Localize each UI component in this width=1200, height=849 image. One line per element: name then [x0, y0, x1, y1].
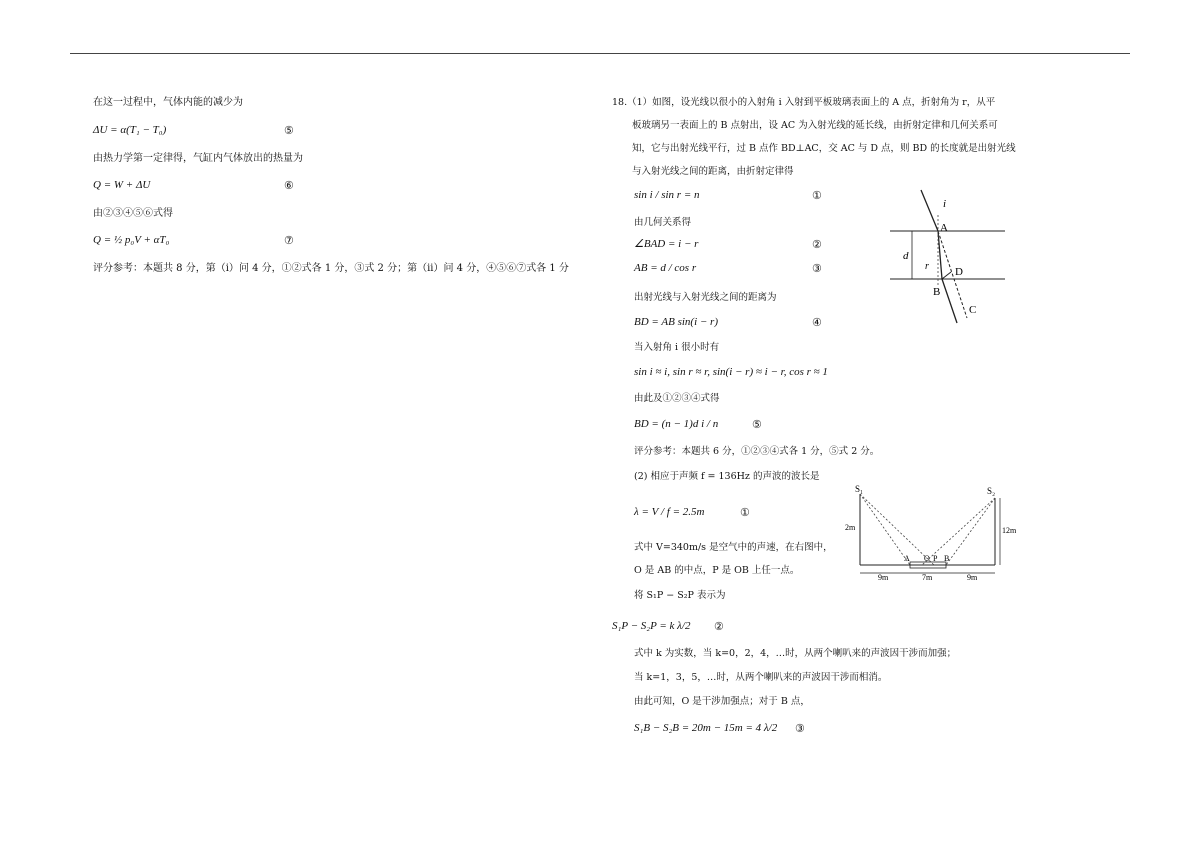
text-line: 18.（1）如图，设光线以很小的入射角 i 入射到平板玻璃表面上的 A 点，折射角为 r，从平	[612, 97, 996, 108]
label-9m-right: 9m	[967, 573, 978, 580]
equation-number: ③	[795, 722, 805, 735]
text-line: 由此及①②③④式得	[634, 393, 720, 404]
equation-number: ④	[812, 316, 822, 329]
formula-angle-bad: ∠BAD = i − r	[634, 238, 699, 250]
equation-number: ⑤	[752, 418, 762, 431]
scoring-note: 评分参考：本题共 6 分，①②③④式各 1 分，⑤式 2 分。	[634, 446, 880, 457]
formula-ab: AB = d / cos r	[634, 262, 697, 274]
label-a: A	[904, 554, 910, 563]
page-top-rule	[70, 53, 1130, 54]
text-line: 出射光线与入射光线之间的距离为	[634, 292, 777, 303]
text-line: 将 S₁P − S₂P 表示为	[634, 590, 726, 601]
label-d-point: D	[955, 266, 963, 278]
text-line: 由此可知，O 是干涉加强点；对于 B 点，	[634, 696, 810, 707]
equation-number: ⑦	[284, 234, 294, 247]
equation-number: ②	[714, 620, 724, 633]
formula-path-difference: S₁P − S₂P = k λ/2	[612, 620, 691, 632]
text-line: (2) 相应于声频 f = 136Hz 的声波的波长是	[634, 471, 820, 482]
text-line: O 是 AB 的中点，P 是 OB 上任一点。	[634, 565, 800, 576]
label-7m: 7m	[922, 573, 933, 580]
equation-number: ②	[812, 238, 822, 251]
label-i: i	[943, 198, 947, 210]
text-line: 由几何关系得	[634, 217, 692, 228]
label-c: C	[969, 304, 977, 316]
equation-number: ①	[740, 506, 750, 519]
text-line: 式中 V=340m/s 是空气中的声速，在右图中，	[634, 542, 833, 553]
label-9m-left: 9m	[878, 573, 889, 580]
formula-b-point: S₁B − S₂B = 20m − 15m = 4 λ/2	[634, 722, 778, 734]
label-a: A	[940, 222, 948, 234]
scoring-note: 评分参考：本题共 8 分，第（i）问 4 分，①②式各 1 分，③式 2 分；第（ii）问 4 分，④⑤⑥⑦式各 1 分	[93, 263, 569, 274]
label-s2: S₂	[987, 486, 996, 496]
label-p: P	[933, 554, 938, 563]
formula-wavelength: λ = V / f = 2.5m	[634, 506, 705, 518]
formula-q-result: Q = ½ p₀V + αT₀	[93, 234, 170, 246]
label-12m: 12m	[1002, 526, 1017, 535]
formula-delta-u: ΔU = α(T₁ − T₀)	[93, 124, 167, 136]
text-line: 由热力学第一定律得，气缸内气体放出的热量为	[93, 153, 303, 164]
text-line: 当 k=1，3，5，…时，从两个喇叭来的声波因干涉而相消。	[634, 672, 888, 683]
text-line: 板玻璃另一表面上的 B 点射出，设 AC 为入射光线的延长线，由折射定律和几何关系可	[632, 120, 998, 131]
formula-bd-result: BD = (n − 1)d i / n	[634, 418, 719, 430]
speaker-interference-diagram	[840, 480, 1025, 580]
label-s1: S₁	[855, 484, 864, 494]
label-b: B	[944, 554, 950, 563]
equation-number: ③	[812, 262, 822, 275]
text-line: 由②③④⑤⑥式得	[93, 208, 173, 219]
text-line: 当入射角 i 很小时有	[634, 342, 720, 353]
equation-number: ⑥	[284, 179, 294, 192]
text-line: 与入射光线之间的距离，由折射定律得	[632, 166, 794, 177]
formula-heat: Q = W + ΔU	[93, 179, 151, 191]
refraction-diagram	[885, 185, 1010, 330]
label-o: O	[924, 554, 930, 563]
label-2m: 2m	[845, 523, 856, 532]
text-line: 在这一过程中，气体内能的减少为	[93, 97, 243, 108]
label-d: d	[903, 250, 909, 262]
label-b: B	[933, 286, 941, 298]
formula-snell: sin i / sin r = n	[634, 189, 700, 201]
formula-small-angle: sin i ≈ i, sin r ≈ r, sin(i − r) ≈ i − r, cos r ≈ 1	[634, 366, 828, 378]
formula-bd: BD = AB sin(i − r)	[634, 316, 718, 328]
label-r: r	[925, 261, 929, 272]
equation-number: ⑤	[284, 124, 294, 137]
text-line: 式中 k 为实数，当 k=0，2，4，…时，从两个喇叭来的声波因干涉而加强；	[634, 648, 957, 659]
equation-number: ①	[812, 189, 822, 202]
text-line: 知，它与出射光线平行，过 B 点作 BD⊥AC，交 AC 与 D 点，则 BD 的长度就是出射光线	[632, 143, 1016, 154]
